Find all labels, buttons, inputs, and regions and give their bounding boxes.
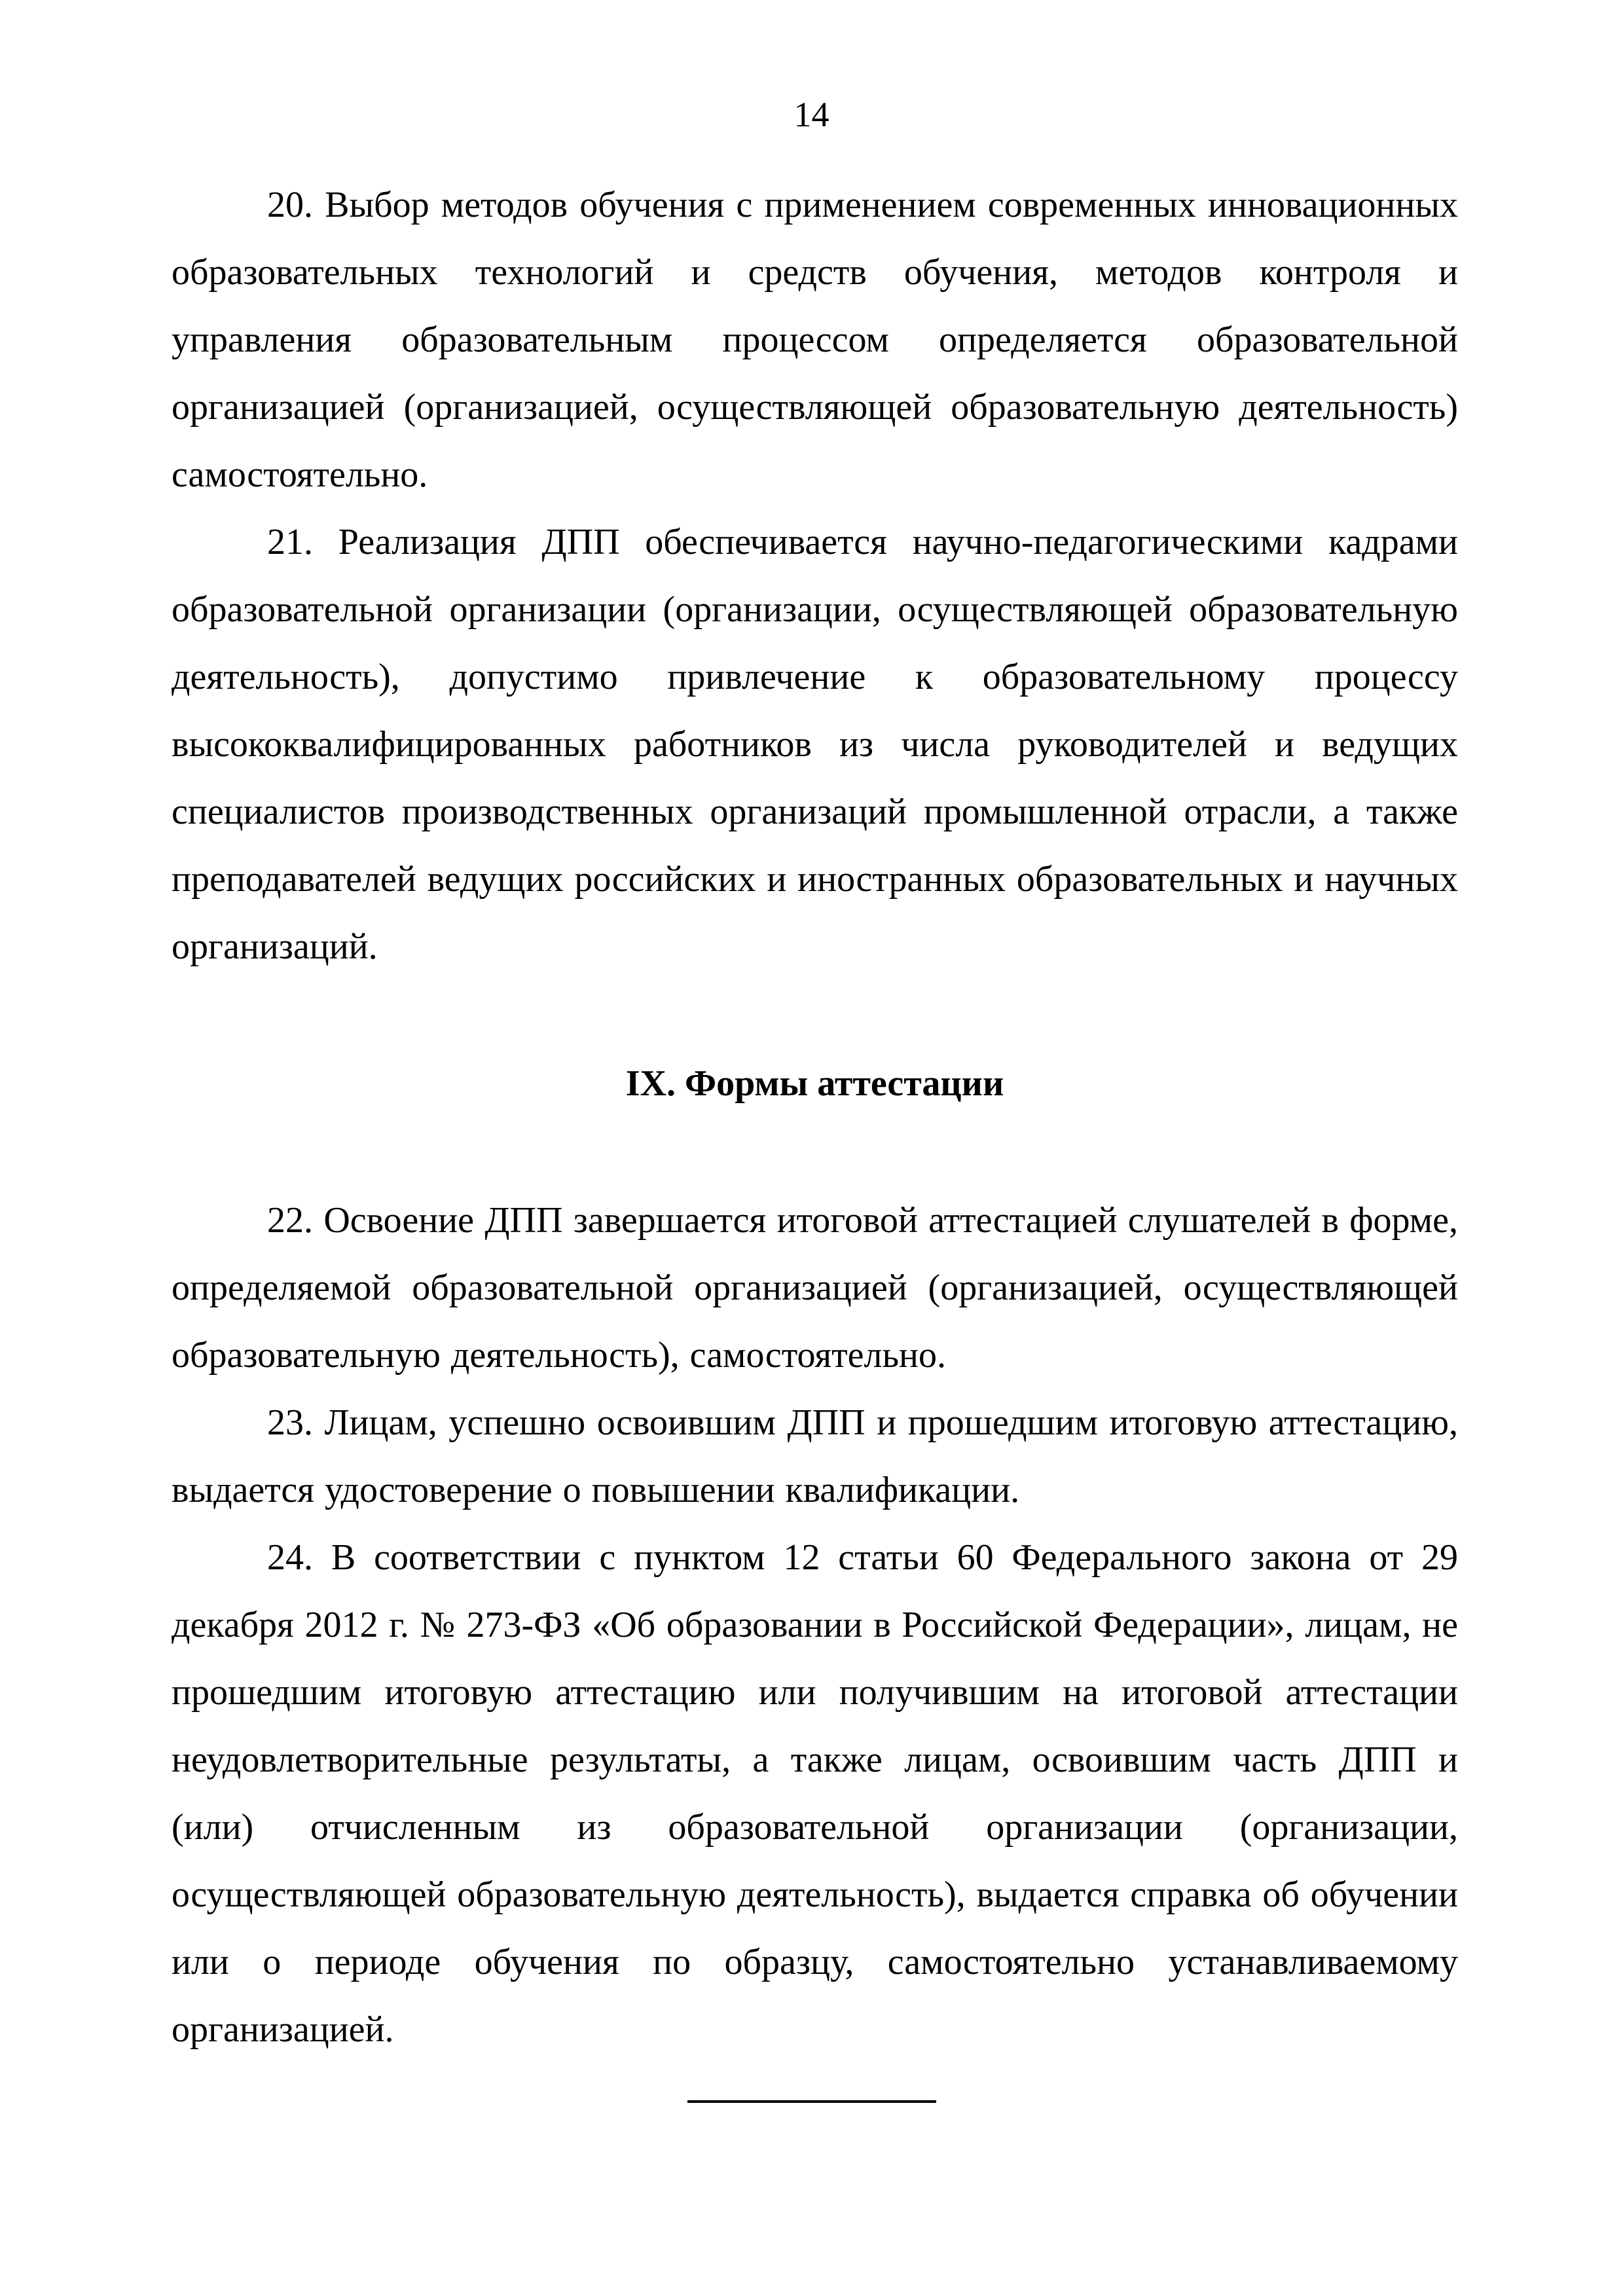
section-heading: IX. Формы аттестации (625, 1063, 1004, 1104)
page-number: 14 (793, 95, 830, 134)
paragraph-23: 23. Лицам, успешно освоившим ДПП и прошедшим итоговую аттестацию, выдается удостоверение о повышении квалификации. (172, 1402, 1458, 1510)
paragraph-21: 21. Реализация ДПП обеспечивается научно-педагогическими кадрами образовательной организации (организации, осуществляющей образовательную деятельность), допустимо привлечение к образовательному процессу высококвалифицированных работников из числа руководителей и ведущих специалистов производственных организаций промышленной отрасли, а также преподавателей ведущих российских и иностранных образовательных и научных организаций. (172, 522, 1458, 967)
paragraph-22: 22. Освоение ДПП завершается итоговой аттестацией слушателей в форме, определяемой образовательной организацией (организацией, осуществляющей образовательную деятельность), самостоятельно. (172, 1200, 1458, 1376)
end-divider (687, 2100, 936, 2103)
document-body (172, 172, 1458, 2064)
paragraph-20: 20. Выбор методов обучения с применением современных инновационных образовательных технологий и средств обучения, методов контроля и управления образовательным процессом определяется образовательной организацией (организацией, осуществляющей образовательную деятельность) самостоятельно. (172, 185, 1458, 495)
paragraph-24: 24. В соответствии с пунктом 12 статьи 60 Федерального закона от 29 декабря 2012 г. № 273-ФЗ «Об образовании в Российской Федерации», лицам, не прошедшим итоговую аттестацию или получившим на итоговой аттестации неудовлетворительные результаты, а также лицам, освоившим часть ДПП и (или) отчисленным из образовательной организации (организации, осуществляющей образовательную деятельность), выдается справка об обучении или о периоде обучения по образцу, самостоятельно устанавливаемому организацией. (172, 1537, 1458, 2050)
